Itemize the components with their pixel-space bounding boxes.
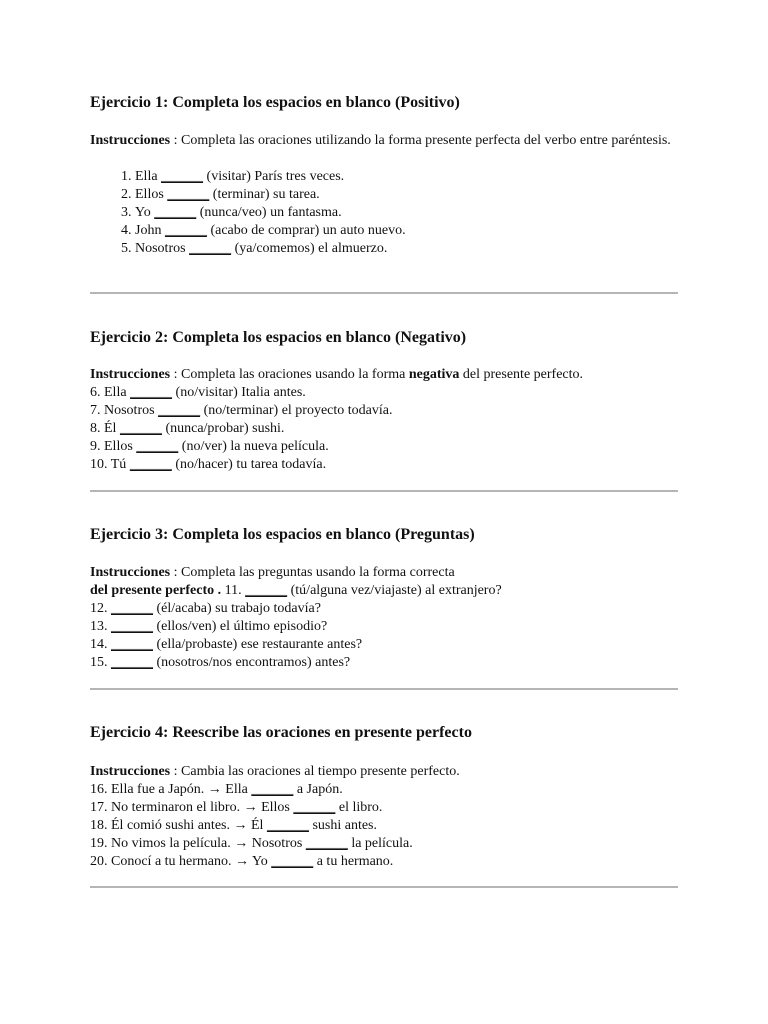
answer-blank: ______	[111, 619, 153, 634]
exercise-1-list	[90, 168, 678, 258]
answer-blank: ______	[266, 818, 309, 833]
item-text: (acabo de comprar) un auto nuevo.	[206, 223, 406, 238]
instructions-label: Instrucciones	[90, 565, 171, 580]
item-text: (terminar) su tarea.	[209, 187, 320, 202]
exercise-4-instructions	[90, 763, 678, 781]
section-divider	[90, 688, 678, 690]
item-text: 6. Ella	[90, 385, 131, 400]
list-item	[135, 240, 678, 258]
exercise-2-instructions	[90, 366, 678, 384]
answer-blank: ______	[189, 241, 232, 256]
answer-blank: ______	[164, 223, 207, 238]
exercise-2-title: Ejercicio 2: Completa los espacios en blanco (Negativo)	[90, 329, 467, 346]
exercise-3-instructions	[90, 564, 678, 582]
exercise-1-title: Ejercicio 1: Completa los espacios en blanco (Positivo)	[90, 94, 460, 111]
item-text: 9. Ellos	[90, 439, 137, 454]
list-item	[90, 636, 678, 654]
list-item	[90, 799, 678, 817]
answer-blank: ______	[119, 421, 162, 436]
list-item	[90, 817, 678, 835]
exercise-4	[90, 723, 678, 871]
item-text: 18. Él comió sushi antes. → Él	[90, 818, 267, 833]
item-text: 19. No vimos la película. → Nosotros	[90, 836, 306, 851]
item-text: 10. Tú	[90, 457, 130, 472]
exercise-3	[90, 525, 678, 672]
answer-blank: ______	[129, 457, 172, 472]
instructions-text: del presente perfecto.	[459, 367, 584, 382]
item-text: el libro.	[335, 800, 383, 815]
item-text: 12.	[90, 601, 111, 616]
answer-blank: ______	[111, 655, 153, 670]
list-item	[135, 204, 678, 222]
item-text: John	[135, 223, 165, 238]
instructions-label: Instrucciones	[90, 367, 171, 382]
item-text: 8. Él	[90, 421, 120, 436]
item-text: (ellos/ven) el último episodio?	[153, 619, 328, 634]
item-text: (ya/comemos) el almuerzo.	[231, 241, 388, 256]
item-text: 20. Conocí a tu hermano. → Yo	[90, 854, 272, 869]
exercise-1-instructions	[90, 132, 678, 150]
item-text: (no/hacer) tu tarea todavía.	[171, 457, 327, 472]
answer-blank: ______	[158, 403, 201, 418]
item-text: Yo	[135, 205, 155, 220]
item-text: 15.	[90, 655, 111, 670]
item-text: sushi antes.	[308, 818, 377, 833]
list-item	[90, 781, 678, 799]
answer-blank: ______	[251, 782, 294, 797]
answer-blank: ______	[161, 169, 204, 184]
instructions-emphasis: negativa	[408, 367, 460, 382]
section-divider	[90, 490, 678, 492]
item-text: (no/visitar) Italia antes.	[172, 385, 306, 400]
list-item	[90, 402, 678, 420]
item-text: 13.	[90, 619, 111, 634]
exercise-1	[90, 93, 678, 258]
answer-blank: ______	[305, 836, 348, 851]
list-item	[90, 384, 678, 402]
answer-blank: ______	[271, 854, 314, 869]
list-item	[90, 853, 678, 871]
instructions-text: : Completa las oraciones usando la forma	[170, 367, 409, 382]
item-text: 17. No terminaron el libro. → Ellos	[90, 800, 294, 815]
item-text: (no/terminar) el proyecto todavía.	[200, 403, 393, 418]
item-text: (nunca/probar) sushi.	[161, 421, 285, 436]
list-item	[90, 654, 678, 672]
item-text: (nunca/veo) un fantasma.	[196, 205, 342, 220]
list-item	[90, 420, 678, 438]
exercise-2	[90, 328, 678, 474]
item-text: (visitar) París tres veces.	[203, 169, 345, 184]
item-text: (nosotros/nos encontramos) antes?	[153, 655, 351, 670]
list-item	[90, 438, 678, 456]
answer-blank: ______	[245, 583, 288, 598]
item-text: (no/ver) la nueva película.	[178, 439, 329, 454]
item-text: Ella	[135, 169, 162, 184]
item-text: la película.	[347, 836, 413, 851]
instructions-text: : Completa las oraciones utilizando la forma presente perfecta del verbo entre paréntesis.	[170, 133, 671, 148]
list-item	[135, 186, 678, 204]
item-text: 7. Nosotros	[90, 403, 159, 418]
section-divider	[90, 292, 678, 294]
item-text: a tu hermano.	[313, 854, 394, 869]
list-item	[135, 168, 678, 186]
exercise-3-title: Ejercicio 3: Completa los espacios en blanco (Preguntas)	[90, 526, 475, 543]
item-text: 14.	[90, 637, 111, 652]
list-item	[90, 618, 678, 636]
item-text: (ella/probaste) ese restaurante antes?	[153, 637, 363, 652]
list-item	[90, 835, 678, 853]
item-text: (él/acaba) su trabajo todavía?	[153, 601, 321, 616]
instructions-label: Instrucciones	[90, 764, 171, 779]
instructions-text: : Completa las preguntas usando la forma correcta	[170, 565, 455, 580]
answer-blank: ______	[136, 439, 179, 454]
exercise-4-title: Ejercicio 4: Reescribe las oraciones en presente perfecto	[90, 724, 472, 741]
answer-blank: ______	[111, 637, 153, 652]
answer-blank: ______	[154, 205, 197, 220]
list-item	[90, 582, 678, 600]
answer-blank: ______	[130, 385, 173, 400]
item-text: (tú/alguna vez/viajaste) al extranjero?	[287, 583, 502, 598]
item-text: a Japón.	[293, 782, 343, 797]
section-divider	[90, 886, 678, 888]
item-text: 16. Ella fue a Japón. → Ella	[90, 782, 252, 797]
item-text: Nosotros	[135, 241, 190, 256]
answer-blank: ______	[167, 187, 210, 202]
list-item	[90, 456, 678, 474]
answer-blank: ______	[293, 800, 336, 815]
item-text: Ellos	[135, 187, 168, 202]
instructions-emphasis: del presente perfecto .	[90, 583, 222, 598]
list-item	[90, 600, 678, 618]
answer-blank: ______	[111, 601, 153, 616]
instructions-text: : Cambia las oraciones al tiempo presente perfecto.	[170, 764, 460, 779]
item-text: 11.	[221, 583, 246, 598]
list-item	[135, 222, 678, 240]
instructions-label: Instrucciones	[90, 133, 171, 148]
